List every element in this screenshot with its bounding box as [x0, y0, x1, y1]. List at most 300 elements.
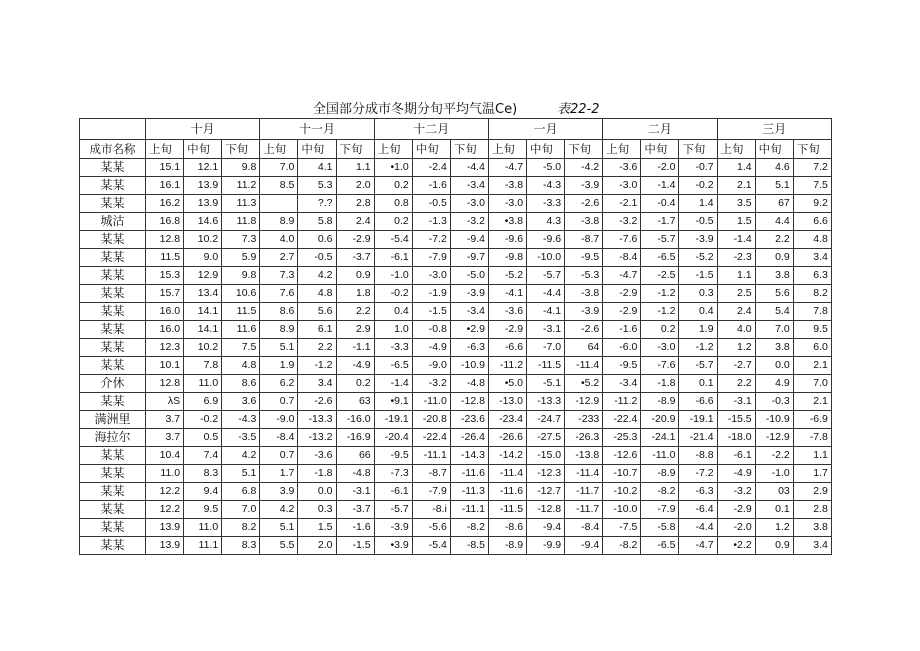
table-row — [80, 321, 832, 339]
temperature-value: -5.0 — [450, 267, 488, 285]
temperature-value: -3.9 — [450, 285, 488, 303]
temperature-value: 8.2 — [793, 285, 831, 303]
temperature-value: -16.0 — [336, 411, 374, 429]
temperature-value: 0.2 — [641, 321, 679, 339]
temperature-value: 4.2 — [222, 447, 260, 465]
table-row — [80, 177, 832, 195]
temperature-value: •9.1 — [374, 393, 412, 411]
temperature-value: -3.8 — [565, 285, 603, 303]
temperature-value: -6.9 — [793, 411, 831, 429]
temperature-value: -11.0 — [412, 393, 450, 411]
temperature-value: -6.3 — [450, 339, 488, 357]
temperature-value: 8.2 — [222, 519, 260, 537]
table-row — [80, 249, 832, 267]
table-row — [80, 447, 832, 465]
temperature-value — [260, 195, 298, 213]
temperature-value: 11.0 — [184, 375, 222, 393]
temperature-value: 0.1 — [679, 375, 717, 393]
temperature-value: 0.2 — [374, 177, 412, 195]
temperature-value: -5.2 — [679, 249, 717, 267]
temperature-value: 4.9 — [755, 375, 793, 393]
temperature-value: -26.3 — [565, 429, 603, 447]
temperature-value: -7.2 — [412, 231, 450, 249]
temperature-value: -1.6 — [603, 321, 641, 339]
temperature-value: -12.6 — [603, 447, 641, 465]
temperature-value: -2.1 — [603, 195, 641, 213]
temperature-value: -11.6 — [488, 483, 526, 501]
temperature-value: 8.9 — [260, 213, 298, 231]
period-header: 下旬 — [793, 140, 831, 159]
temperature-value: -3.1 — [717, 393, 755, 411]
period-header: 上旬 — [603, 140, 641, 159]
temperature-value: 8.6 — [260, 303, 298, 321]
temperature-value: -3.1 — [527, 321, 565, 339]
temperature-value: 67 — [755, 195, 793, 213]
temperature-value: -8.8 — [679, 447, 717, 465]
temperature-value: 0.0 — [755, 357, 793, 375]
temperature-value: -9.5 — [374, 447, 412, 465]
temperature-value: -3.0 — [641, 339, 679, 357]
temperature-value: 5.6 — [298, 303, 336, 321]
city-name: 某某 — [80, 159, 146, 177]
temperature-value: λS — [146, 393, 184, 411]
temperature-value: -0.3 — [755, 393, 793, 411]
temperature-value: -8.4 — [565, 519, 603, 537]
temperature-value: 2.2 — [717, 375, 755, 393]
temperature-value: 11.8 — [222, 213, 260, 231]
table-title: 全国部分成市冬期分旬平均气温Ce) — [313, 102, 518, 117]
temperature-value: ?.? — [298, 195, 336, 213]
city-name: 某某 — [80, 267, 146, 285]
temperature-value: -7.9 — [412, 483, 450, 501]
temperature-value: 7.0 — [260, 159, 298, 177]
temperature-value: -8.6 — [488, 519, 526, 537]
temperature-value: -7.2 — [679, 465, 717, 483]
temperature-value: -14.3 — [450, 447, 488, 465]
month-header-row — [80, 119, 832, 140]
table-number: 表22-2 — [557, 102, 600, 117]
temperature-value: •5.2 — [565, 375, 603, 393]
temperature-value: 10.2 — [184, 339, 222, 357]
table-caption — [0, 98, 920, 118]
temperature-value: -5.1 — [527, 375, 565, 393]
temperature-value: -8.9 — [488, 537, 526, 555]
temperature-value: -5.3 — [565, 267, 603, 285]
temperature-value: -23.6 — [450, 411, 488, 429]
temperature-value: 0.3 — [679, 285, 717, 303]
table-row — [80, 159, 832, 177]
table-row — [80, 195, 832, 213]
temperature-value: -9.0 — [412, 357, 450, 375]
temperature-value: 7.3 — [260, 267, 298, 285]
temperature-value: 3.4 — [793, 537, 831, 555]
temperature-value: -9.0 — [260, 411, 298, 429]
temperature-value: 6.2 — [260, 375, 298, 393]
temperature-value: -9.9 — [527, 537, 565, 555]
temperature-value: -7.8 — [793, 429, 831, 447]
city-name: 某某 — [80, 177, 146, 195]
temperature-value: -9.8 — [488, 249, 526, 267]
temperature-value: -11.7 — [565, 483, 603, 501]
temperature-value: -3.4 — [603, 375, 641, 393]
temperature-value: -8.2 — [603, 537, 641, 555]
table-row — [80, 393, 832, 411]
temperature-value: 3.7 — [146, 411, 184, 429]
temperature-value: -19.1 — [374, 411, 412, 429]
temperature-value: -8.7 — [565, 231, 603, 249]
temperature-value: -9.5 — [565, 249, 603, 267]
period-header: 下旬 — [565, 140, 603, 159]
temperature-value: -4.7 — [679, 537, 717, 555]
temperature-value: 10.6 — [222, 285, 260, 303]
temperature-value: -0.4 — [641, 195, 679, 213]
temperature-value: -2.6 — [565, 195, 603, 213]
city-name: 某某 — [80, 249, 146, 267]
temperature-value: 9.0 — [184, 249, 222, 267]
temperature-value: 3.8 — [755, 339, 793, 357]
temperature-value: -1.6 — [412, 177, 450, 195]
temperature-value: 16.8 — [146, 213, 184, 231]
temperature-value: 7.8 — [793, 303, 831, 321]
temperature-value: •3.8 — [488, 213, 526, 231]
temperature-value: -8.7 — [412, 465, 450, 483]
city-name: 某某 — [80, 537, 146, 555]
temperature-value: -4.9 — [717, 465, 755, 483]
temperature-value: -0.2 — [184, 411, 222, 429]
temperature-value: -4.7 — [603, 267, 641, 285]
temperature-value: 1.4 — [717, 159, 755, 177]
temperature-value: 1.1 — [793, 447, 831, 465]
temperature-value: 12.2 — [146, 483, 184, 501]
city-name: 某某 — [80, 519, 146, 537]
temperature-value: -6.6 — [488, 339, 526, 357]
temperature-value: 3.4 — [793, 249, 831, 267]
temperature-value: -0.8 — [412, 321, 450, 339]
temperature-value: 7.0 — [755, 321, 793, 339]
temperature-value: 4.2 — [260, 501, 298, 519]
temperature-value: 0.9 — [336, 267, 374, 285]
temperature-value: 2.8 — [336, 195, 374, 213]
temperature-value: -12.9 — [565, 393, 603, 411]
temperature-value: -1.5 — [679, 267, 717, 285]
period-header: 下旬 — [222, 140, 260, 159]
temperature-value: -9.7 — [450, 249, 488, 267]
temperature-value: 66 — [336, 447, 374, 465]
temperature-value: -2.9 — [603, 285, 641, 303]
temperature-value: -7.0 — [527, 339, 565, 357]
temperature-value: -7.9 — [641, 501, 679, 519]
temperature-value: -24.7 — [527, 411, 565, 429]
table-row — [80, 267, 832, 285]
temperature-value: -13.3 — [298, 411, 336, 429]
temperature-value: 12.9 — [184, 267, 222, 285]
temperature-value: 3.8 — [793, 519, 831, 537]
temperature-value: 3.4 — [298, 375, 336, 393]
temperature-value: 14.1 — [184, 321, 222, 339]
temperature-value: 0.7 — [260, 447, 298, 465]
temperature-value: -1.3 — [412, 213, 450, 231]
temperature-value: 0.0 — [298, 483, 336, 501]
period-header: 中旬 — [755, 140, 793, 159]
period-header: 下旬 — [450, 140, 488, 159]
temperature-value: -1.4 — [717, 231, 755, 249]
table-row — [80, 303, 832, 321]
temperature-value: -11.5 — [527, 357, 565, 375]
temperature-value: 03 — [755, 483, 793, 501]
temperature-value: 7.2 — [793, 159, 831, 177]
temperature-value: 16.2 — [146, 195, 184, 213]
temperature-value: 13.9 — [146, 519, 184, 537]
temperature-value: -3.9 — [374, 519, 412, 537]
temperature-value: -4.4 — [450, 159, 488, 177]
temperature-value: 9.5 — [184, 501, 222, 519]
temperature-value: 5.4 — [755, 303, 793, 321]
period-header: 上旬 — [374, 140, 412, 159]
temperature-value: -12.3 — [527, 465, 565, 483]
temperature-value: 9.5 — [793, 321, 831, 339]
temperature-value: -20.8 — [412, 411, 450, 429]
city-name: 某某 — [80, 501, 146, 519]
temperature-value: 5.8 — [298, 213, 336, 231]
temperature-value: -0.2 — [374, 285, 412, 303]
temperature-value: -27.5 — [527, 429, 565, 447]
temperature-value: -0.2 — [679, 177, 717, 195]
temperature-value: 11.6 — [222, 321, 260, 339]
temperature-value: -11.4 — [565, 357, 603, 375]
temperature-value: -5.4 — [412, 537, 450, 555]
month-header: 十一月 — [260, 119, 374, 140]
temperature-value: -4.3 — [222, 411, 260, 429]
temperature-value: -3.4 — [450, 303, 488, 321]
temperature-value: 5.5 — [260, 537, 298, 555]
temperature-value: -10.0 — [603, 501, 641, 519]
temperature-value: 9.2 — [793, 195, 831, 213]
temperature-value: -8.4 — [603, 249, 641, 267]
temperature-value: -2.2 — [755, 447, 793, 465]
temperature-value: -1.0 — [374, 267, 412, 285]
temperature-value: -26.6 — [488, 429, 526, 447]
temperature-value: -2.6 — [298, 393, 336, 411]
temperature-value: -8.2 — [641, 483, 679, 501]
table-row — [80, 285, 832, 303]
temperature-value: -10.2 — [603, 483, 641, 501]
temperature-value: •5.0 — [488, 375, 526, 393]
table-row — [80, 519, 832, 537]
temperature-value: 2.8 — [793, 501, 831, 519]
city-column-header: 成市名称 — [80, 140, 146, 159]
temperature-value: -5.7 — [679, 357, 717, 375]
temperature-value: 5.9 — [222, 249, 260, 267]
temperature-value: -0.5 — [412, 195, 450, 213]
temperature-value: -13.8 — [565, 447, 603, 465]
temperature-value: -23.4 — [488, 411, 526, 429]
temperature-value: -16.9 — [336, 429, 374, 447]
temperature-value: -1.0 — [755, 465, 793, 483]
temperature-value: -5.0 — [527, 159, 565, 177]
temperature-value: -8.5 — [450, 537, 488, 555]
temperature-value: -4.4 — [527, 285, 565, 303]
city-name: 某某 — [80, 393, 146, 411]
temperature-value: 0.9 — [755, 537, 793, 555]
temperature-value: -1.4 — [641, 177, 679, 195]
temperature-value: -3.2 — [717, 483, 755, 501]
temperature-value: -3.1 — [336, 483, 374, 501]
temperature-value: -3.0 — [603, 177, 641, 195]
temperature-value: -3.7 — [336, 501, 374, 519]
temperature-value: -3.9 — [679, 231, 717, 249]
temperature-value: -1.7 — [641, 213, 679, 231]
temperature-value: -1.9 — [412, 285, 450, 303]
temperature-value: -10.9 — [755, 411, 793, 429]
temperature-value: 13.4 — [184, 285, 222, 303]
month-header: 十二月 — [374, 119, 488, 140]
period-header: 下旬 — [336, 140, 374, 159]
city-name: 某某 — [80, 195, 146, 213]
temperature-value: 10.1 — [146, 357, 184, 375]
temperature-table — [79, 118, 832, 555]
temperature-value: 0.4 — [679, 303, 717, 321]
temperature-value: -3.2 — [450, 213, 488, 231]
temperature-value: -7.6 — [603, 231, 641, 249]
temperature-value: -3.8 — [565, 213, 603, 231]
period-header: 中旬 — [641, 140, 679, 159]
temperature-value: -4.8 — [450, 375, 488, 393]
temperature-value: 9.8 — [222, 267, 260, 285]
temperature-value: 14.6 — [184, 213, 222, 231]
temperature-value: •2.9 — [450, 321, 488, 339]
temperature-value: -5.7 — [641, 231, 679, 249]
temperature-value: -13.3 — [527, 393, 565, 411]
temperature-value: -3.3 — [527, 195, 565, 213]
temperature-value: -3.2 — [603, 213, 641, 231]
city-name: 海拉尔 — [80, 429, 146, 447]
temperature-value: 4.6 — [755, 159, 793, 177]
temperature-value: 8.3 — [222, 537, 260, 555]
temperature-value: -11.2 — [603, 393, 641, 411]
temperature-value: -3.0 — [412, 267, 450, 285]
table-row — [80, 411, 832, 429]
temperature-value: -3.7 — [336, 249, 374, 267]
temperature-value: -5.8 — [641, 519, 679, 537]
temperature-value: -4.4 — [679, 519, 717, 537]
temperature-value: -26.4 — [450, 429, 488, 447]
temperature-value: -11.4 — [488, 465, 526, 483]
temperature-value: -2.4 — [412, 159, 450, 177]
temperature-value: -3.9 — [565, 303, 603, 321]
temperature-value: 0.8 — [374, 195, 412, 213]
temperature-value: -1.5 — [336, 537, 374, 555]
temperature-value: 63 — [336, 393, 374, 411]
temperature-value: 1.0 — [374, 321, 412, 339]
temperature-value: -11.4 — [565, 465, 603, 483]
temperature-value: -9.6 — [488, 231, 526, 249]
temperature-value: 8.3 — [184, 465, 222, 483]
temperature-value: 7.0 — [222, 501, 260, 519]
table-row — [80, 465, 832, 483]
city-name: 某某 — [80, 447, 146, 465]
temperature-value: 0.5 — [184, 429, 222, 447]
temperature-value: 6.8 — [222, 483, 260, 501]
temperature-value: -2.0 — [641, 159, 679, 177]
temperature-value: 3.8 — [755, 267, 793, 285]
temperature-value: -3.9 — [565, 177, 603, 195]
temperature-value: 16.0 — [146, 303, 184, 321]
temperature-value: 4.8 — [222, 357, 260, 375]
temperature-value: 9.8 — [222, 159, 260, 177]
temperature-value: 3.6 — [222, 393, 260, 411]
temperature-value: 8.5 — [260, 177, 298, 195]
temperature-value: -11.3 — [450, 483, 488, 501]
temperature-value: -12.7 — [527, 483, 565, 501]
temperature-value: -8.9 — [641, 465, 679, 483]
temperature-value: 9.4 — [184, 483, 222, 501]
temperature-value: -11.2 — [488, 357, 526, 375]
temperature-value: 5.1 — [260, 519, 298, 537]
temperature-value: -0.7 — [679, 159, 717, 177]
temperature-value: -3.6 — [488, 303, 526, 321]
temperature-value: -9.4 — [450, 231, 488, 249]
temperature-value: 4.1 — [298, 159, 336, 177]
temperature-value: -2.6 — [565, 321, 603, 339]
temperature-value: 1.7 — [793, 465, 831, 483]
temperature-value: -20.4 — [374, 429, 412, 447]
temperature-value: 0.4 — [374, 303, 412, 321]
period-header: 上旬 — [260, 140, 298, 159]
temperature-value: 12.8 — [146, 375, 184, 393]
period-header: 中旬 — [298, 140, 336, 159]
temperature-value: -5.4 — [374, 231, 412, 249]
temperature-value: -2.9 — [717, 501, 755, 519]
temperature-value: -6.5 — [641, 249, 679, 267]
temperature-value: -5.6 — [412, 519, 450, 537]
temperature-value: -4.7 — [488, 159, 526, 177]
temperature-value: -3.4 — [450, 177, 488, 195]
temperature-value: -6.1 — [717, 447, 755, 465]
temperature-value: 1.2 — [717, 339, 755, 357]
temperature-value: -0.5 — [679, 213, 717, 231]
temperature-value: -2.9 — [603, 303, 641, 321]
temperature-value: 11.5 — [146, 249, 184, 267]
temperature-value: 1.4 — [679, 195, 717, 213]
period-header: 上旬 — [146, 140, 184, 159]
temperature-value: -14.2 — [488, 447, 526, 465]
temperature-value: -4.9 — [412, 339, 450, 357]
temperature-value: -24.1 — [641, 429, 679, 447]
temperature-value: -3.0 — [450, 195, 488, 213]
city-name: 某某 — [80, 231, 146, 249]
temperature-value: -6.5 — [374, 357, 412, 375]
temperature-value: -6.3 — [679, 483, 717, 501]
temperature-value: -233 — [565, 411, 603, 429]
temperature-value: 16.1 — [146, 177, 184, 195]
temperature-value: 13.9 — [146, 537, 184, 555]
city-name: 某某 — [80, 465, 146, 483]
temperature-value: 11.1 — [184, 537, 222, 555]
temperature-value: -2.7 — [717, 357, 755, 375]
temperature-value: 6.6 — [793, 213, 831, 231]
temperature-value: 0.2 — [374, 213, 412, 231]
temperature-value: -11.0 — [641, 447, 679, 465]
month-header: 三月 — [717, 119, 831, 140]
temperature-value: -5.7 — [374, 501, 412, 519]
temperature-value: -4.9 — [336, 357, 374, 375]
table-row — [80, 429, 832, 447]
temperature-value: 2.7 — [260, 249, 298, 267]
temperature-value: •1.0 — [374, 159, 412, 177]
temperature-value: -3.2 — [412, 375, 450, 393]
table-row — [80, 213, 832, 231]
table-row — [80, 231, 832, 249]
